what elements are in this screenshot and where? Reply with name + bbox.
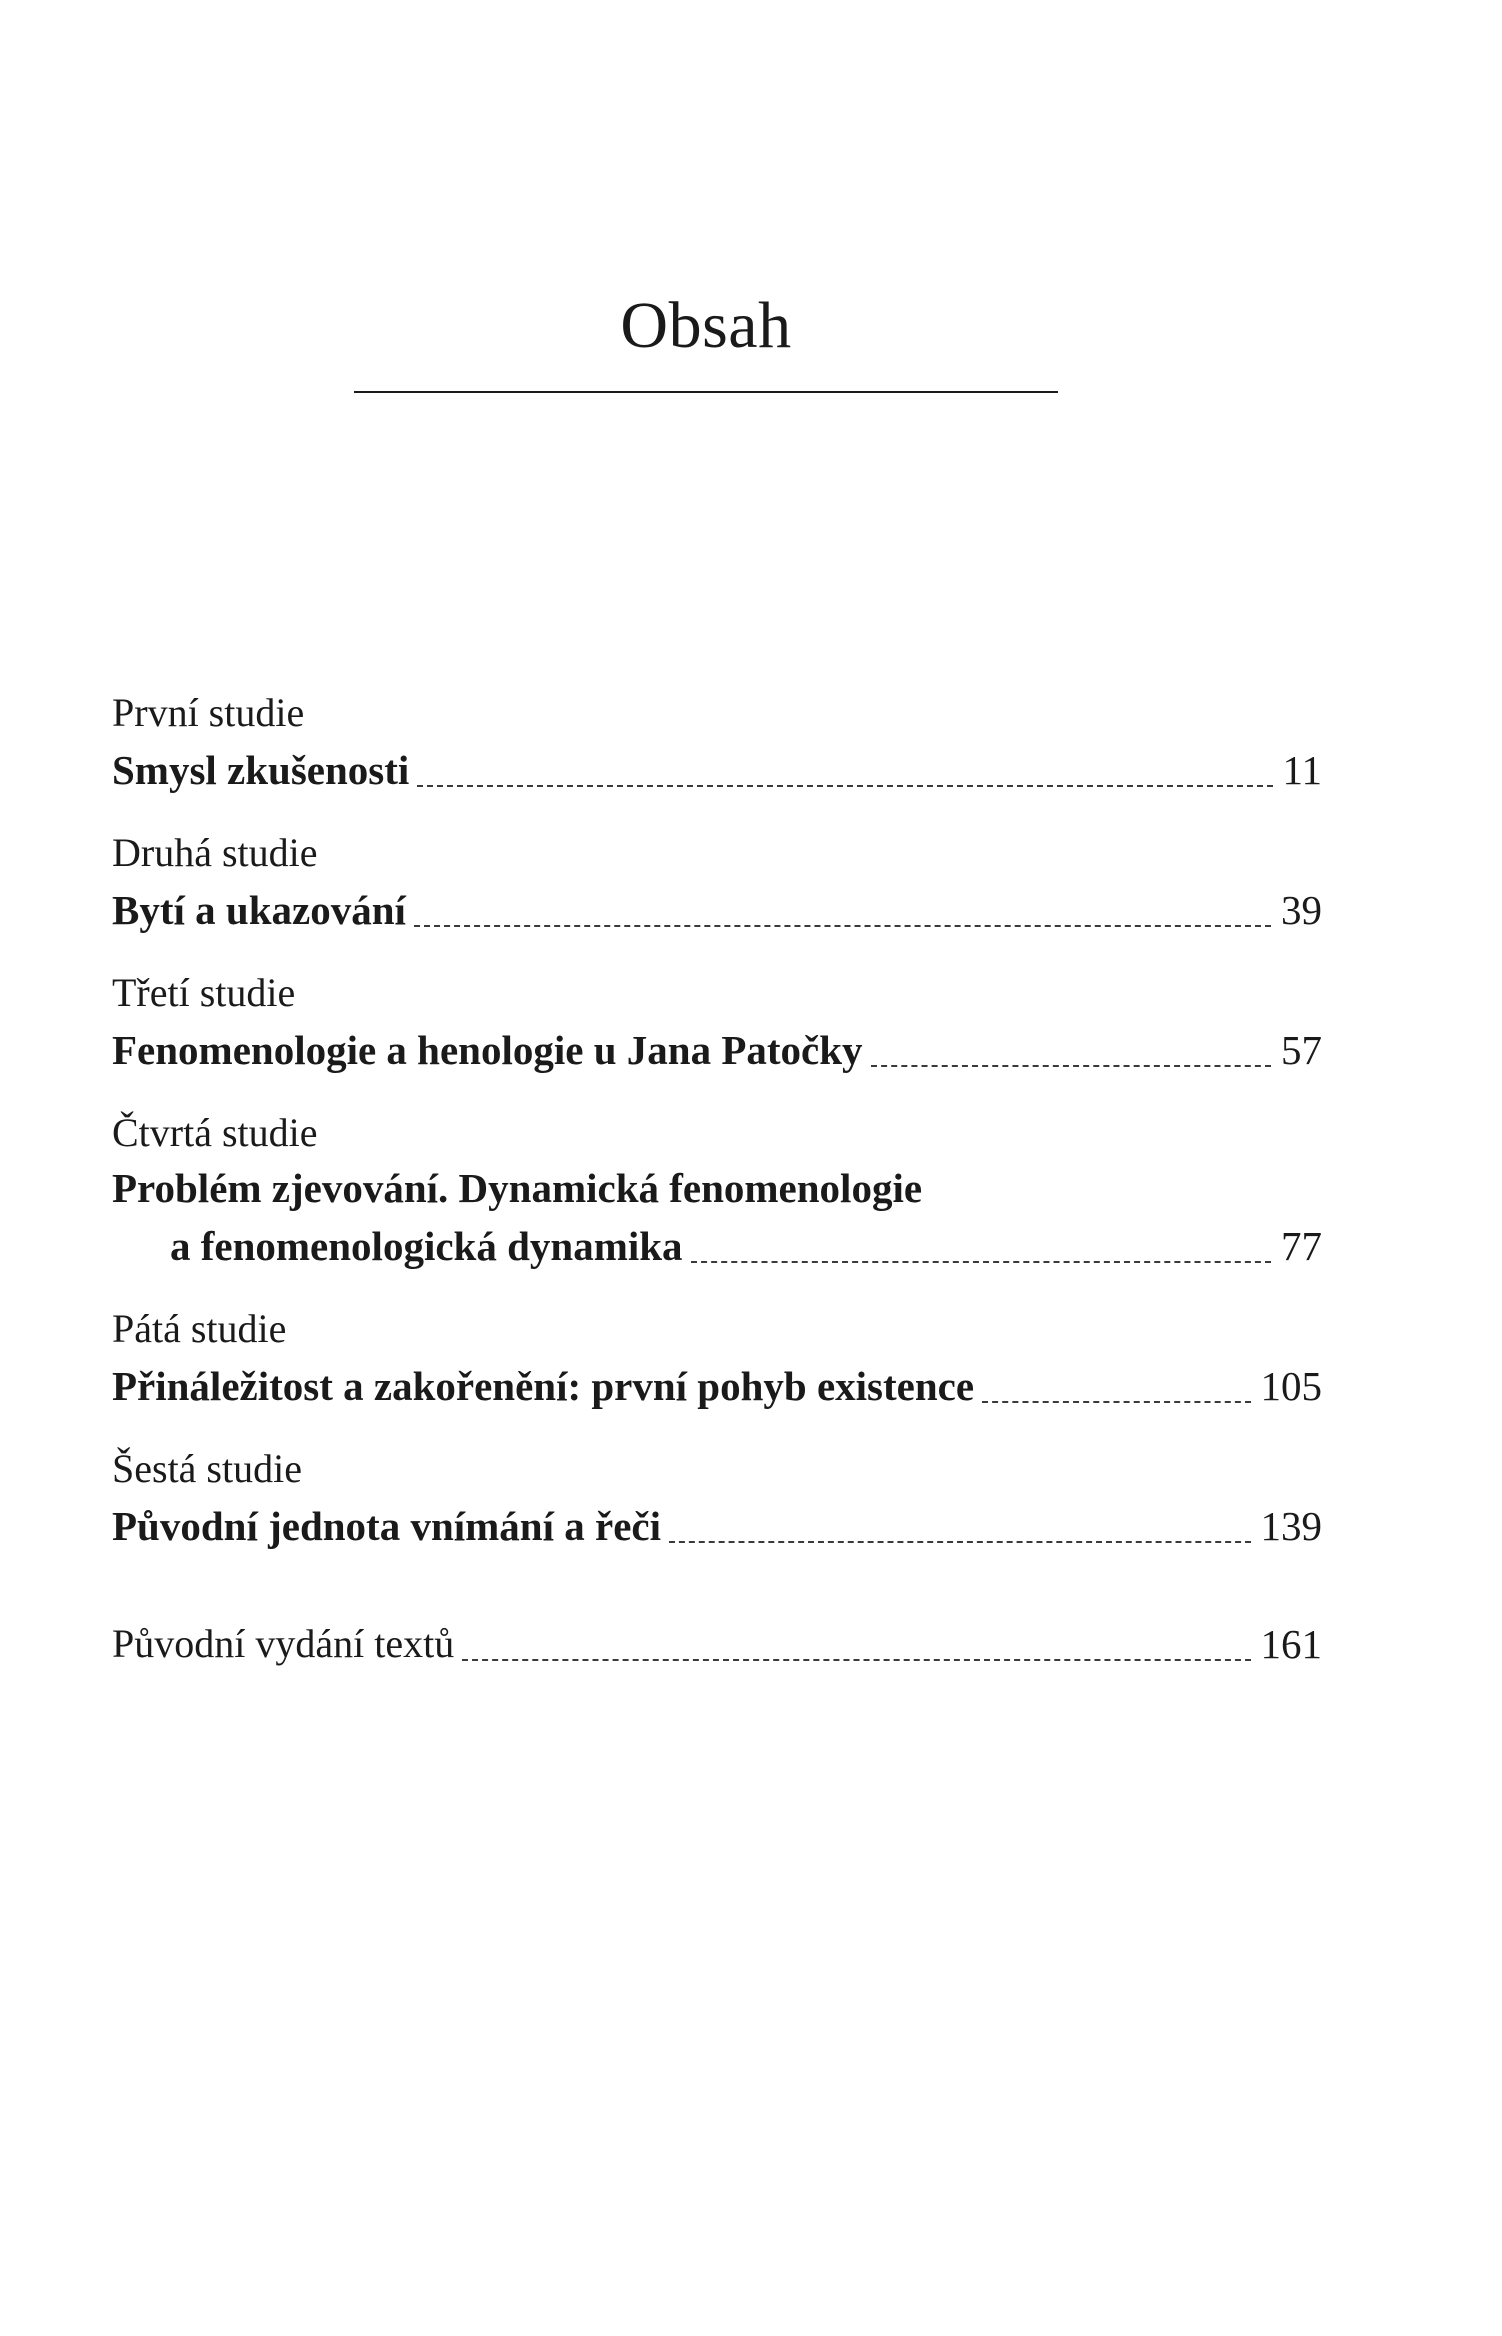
dot-leader	[414, 924, 1271, 927]
entry-title-5: Přináležitost a zakořenění: první pohyb existence	[112, 1363, 975, 1409]
page-number-3: 57	[1281, 1027, 1322, 1073]
study-label-6: Šestá studie	[112, 1446, 302, 1491]
page-number-5: 105	[1260, 1363, 1322, 1409]
toc-entry-5[interactable]	[112, 1356, 1322, 1412]
study-label-1: První studie	[112, 690, 305, 735]
page-number-6: 139	[1260, 1503, 1322, 1549]
dot-leader	[462, 1658, 1250, 1661]
entry-title-3: Fenomenologie a henologie u Jana Patočky	[112, 1027, 863, 1073]
page-number-1: 11	[1282, 747, 1322, 793]
toc-entry-2[interactable]	[112, 880, 1322, 936]
toc-entry-3[interactable]	[112, 1020, 1322, 1076]
study-label-5: Pátá studie	[112, 1306, 287, 1351]
toc-entry-1[interactable]	[112, 740, 1322, 796]
dot-leader	[669, 1540, 1251, 1543]
dot-leader	[982, 1400, 1250, 1403]
study-label-4: Čtvrtá studie	[112, 1110, 318, 1155]
entry-title-4-line2: a fenomenologická dynamika	[170, 1223, 683, 1269]
dot-leader	[871, 1064, 1271, 1067]
page-number-4: 77	[1281, 1223, 1322, 1269]
entry-title-4-line1[interactable]: Problém zjevování. Dynamická fenomenologie	[112, 1165, 923, 1211]
study-label-2: Druhá studie	[112, 830, 318, 875]
toc-entry-4[interactable]	[170, 1216, 1322, 1272]
appendix-page-number: 161	[1260, 1621, 1322, 1667]
toc-entry-6[interactable]	[112, 1496, 1322, 1552]
study-label-3: Třetí studie	[112, 970, 296, 1015]
dot-leader	[417, 784, 1272, 787]
entry-title-2: Bytí a ukazování	[112, 887, 406, 933]
page-number-2: 39	[1281, 887, 1322, 933]
appendix-title: Původní vydání textů	[112, 1621, 455, 1666]
page-title: Obsah	[620, 289, 792, 362]
title-underline	[354, 391, 1058, 393]
toc-entry-appendix[interactable]	[112, 1614, 1322, 1670]
entry-title-6: Původní jednota vnímání a řeči	[112, 1503, 661, 1549]
entry-title-1: Smysl zkušenosti	[112, 747, 410, 793]
dot-leader	[691, 1260, 1271, 1263]
